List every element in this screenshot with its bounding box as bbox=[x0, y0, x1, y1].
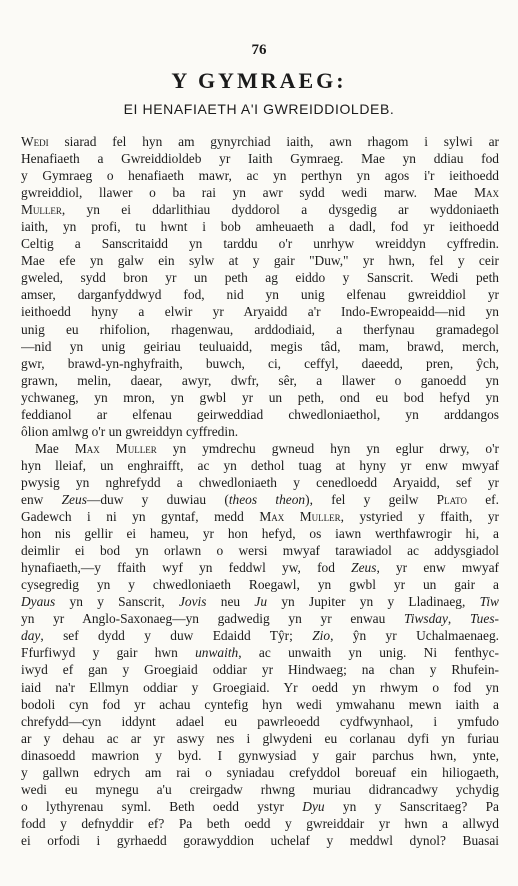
text-line: gweled, sydd bron yr un peth ag eiddo y Sanscrit. Wedi peth bbox=[21, 270, 499, 286]
text-line: hon nis gellir ei hameu, yr hon hefyd, os iawn werthfawrogir hi, a bbox=[21, 526, 499, 542]
text-line: day, sef dydd y duw Edaidd Tŷr; Zio, ŷn yr Uchalmaenaeg. bbox=[21, 628, 499, 644]
text-line: Wedi siarad fel hyn am gynyrchiad iaith, awn rhagom i sylwi ar bbox=[21, 134, 499, 149]
text-line: dinasoedd mawrion y byd. I gynwysiad y gair parchus hwn, ynte, bbox=[21, 747, 499, 763]
text-line: Henafiaeth a Gwreiddioldeb yr Iaith Gymraeg. Mae yn ddiau fod bbox=[21, 151, 499, 167]
text-line: hyn lleiaf, un enghraifft, ac yn dethol tuag at hyny yr enw mwyaf bbox=[21, 457, 499, 473]
text-line: wedi eu mynegu a'u creirgadw rhwng muriau didrancadwy ychydig bbox=[21, 781, 499, 797]
text-line: ar y dehau ac ar yr aswy nes i glwydeni eu corlanau dyfi yn furiau bbox=[21, 730, 499, 746]
text-line: yn yr Anglo-Saxonaeg—yn gadwedig yn yr enwau Tiwsday, Tues- bbox=[21, 611, 499, 627]
chapter-subtitle: EI HENAFIAETH A'I GWREIDDIOLDEB. bbox=[123, 101, 395, 117]
text-line: Muller, yn ei ddarlithiau dyddorol a dysgedig ar wyddoniaeth bbox=[21, 202, 499, 218]
text-line: ychwaneg, yn mron, yn gwbl yr un peth, ond eu bod hefyd yn bbox=[21, 389, 499, 405]
text-line: grawn, melin, daear, awyr, dwfr, sêr, a llawer o ganoedd yn bbox=[21, 372, 499, 388]
text-line: —nid yn unig geiriau teuluaidd, megis tâd, mam, brawd, merch, bbox=[21, 338, 499, 354]
text-line: Mae efe yn galw ein sylw at y gair "Duw," yr hwn, fel y ceir bbox=[21, 253, 499, 269]
text-line: cysegredig yn y chwedloniaeth Roegawl, yn gwbl yr un gair a bbox=[21, 577, 499, 593]
text-line: gwr, brawd-yn-nghyfraith, buwch, ci, ceffyl, daeedd, pren, ŷch, bbox=[21, 355, 499, 371]
text-line: Ffurfiwyd y gair hwn unwaith, ac unwaith yn unig. Ni fenthyc- bbox=[21, 645, 499, 661]
text-line: unig eu rhifolion, rhagenwau, arddodiaid, a therfynau gramadegol bbox=[21, 321, 499, 337]
text-line: chrefydd—cyn iddynt adael eu pawrleoedd cydfwynhaol, i ymfudo bbox=[21, 713, 499, 729]
body-text bbox=[21, 133, 499, 849]
text-line: bodoli cyn fod yr achau cyntefig hyn wedi ymwahanu mewn iaith a bbox=[21, 696, 499, 712]
chapter-title: Y GYMRAEG: bbox=[171, 68, 347, 93]
page-number: 76 bbox=[251, 42, 267, 58]
text-line: gwreiddiol, llawer o ba rai yn awr sydd wedi marw. Mae Max bbox=[21, 185, 499, 201]
text-line: Celtig a Sanscritaidd yn tarddu o'r unrhyw wreiddyn cyffredin. bbox=[21, 236, 499, 252]
text-line: ieithoedd hyny a elwir yr Aryaidd a'r Indo-Ewropeaidd—nid yn bbox=[21, 304, 499, 320]
text-line: fodd y defnyddir ef? Pa beth oedd y gwreiddair yr hwn a allwyd bbox=[21, 815, 499, 831]
text-line: iwyd ef gan y Groegiaid oddiar yr Hindwaeg; na chan y Rhufein- bbox=[21, 662, 499, 678]
text-line: ôlion amlwg o'r un gwreiddyn cyffredin. bbox=[21, 423, 239, 439]
text-line: amser, darganfyddwyd fod, nid yn unig elfenau gwreiddiol yr bbox=[21, 287, 499, 303]
text-line: deimlir ei bod yn orlawn o wersi mwyaf tarawiadol ac addysgiadol bbox=[21, 543, 499, 559]
text-line: y gallwn edrych am rai o syniadau crefyddol boreuaf ein hiliogaeth, bbox=[21, 764, 499, 780]
text-line: o lythyrenau syml. Beth oedd ystyr Dyu yn y Sanscritaeg? Pa bbox=[21, 798, 499, 814]
text-line: Gadewch i ni yn gyntaf, medd Max Muller, ystyried y ffaith, yr bbox=[21, 509, 499, 525]
text-line: y Gymraeg o henafiaeth mawr, ac yn perthyn yn agos i'r ieithoedd bbox=[21, 168, 499, 184]
text-line: pwysig yn nghrefydd a chwedloniaeth y cenedloedd Aryaidd, sef yr bbox=[21, 474, 499, 490]
text-line: Mae Max Muller yn ymdrechu gwneud hyn yn eglur drwy, o'r bbox=[35, 440, 499, 456]
text-line: ei orfodi i gyrhaedd gorawyddion uchelaf y meddwl dynol? Buasai bbox=[21, 832, 499, 848]
text-line: iaith, yn profi, tu hwnt i bob amheuaeth a dadl, fod yr ieithoedd bbox=[21, 219, 499, 235]
text-line: enw Zeus—duw y duwiau (theos theon), fel y geilw Plato ef. bbox=[21, 491, 499, 507]
text-line: hynafiaeth,—y ffaith wyf yn feddwl yw, fod Zeus, yr enw mwyaf bbox=[21, 560, 499, 576]
text-line: iaid na'r Ellmyn oddiar y Groegiaid. Yr oedd yn rhwym o fod yn bbox=[21, 679, 499, 695]
text-line: feddianol ar elfenau geirweddiad chwedloniaethol, yn arddangos bbox=[21, 406, 499, 422]
text-line: Dyaus yn y Sanscrit, Jovis neu Ju yn Jupiter yn y Lladinaeg, Tiw bbox=[21, 594, 499, 610]
